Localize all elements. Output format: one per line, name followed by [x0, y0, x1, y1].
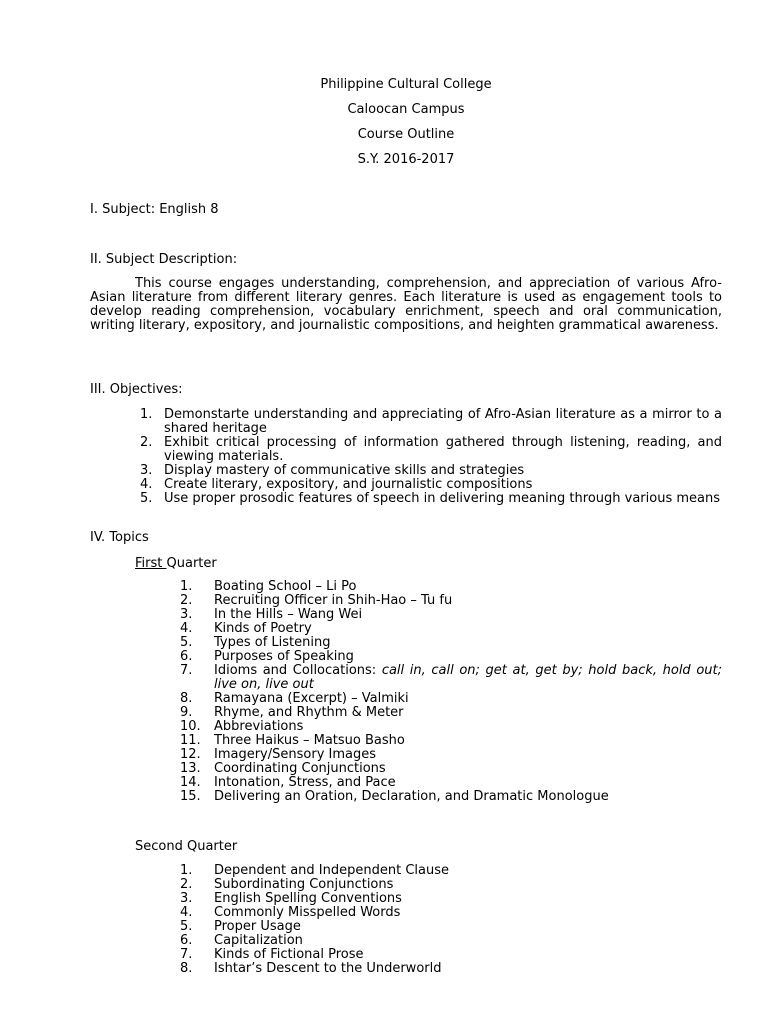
first-quarter-topic-item-text: Ramayana (Excerpt) – Valmiki — [214, 691, 409, 706]
objective-item-text: Exhibit critical processing of information gathered through listening, reading, and viewing materials. — [164, 435, 722, 464]
first-quarter-topic-item — [180, 734, 722, 748]
objective-item-text: Demonstarte understanding and appreciating of Afro-Asian literature as a mirror to a shared heritage — [164, 407, 722, 436]
first-quarter-topic-item-number: 10. — [180, 719, 201, 734]
second-quarter-topic-item — [180, 920, 722, 934]
first-quarter-topic-item-number: 2. — [180, 593, 193, 608]
first-quarter-topic-item — [180, 692, 722, 706]
second-quarter-topic-item — [180, 962, 722, 976]
second-quarter-topic-item-text: Commonly Misspelled Words — [214, 905, 401, 920]
objectives-heading: III. Objectives: — [90, 382, 183, 397]
objective-item-number: 3. — [140, 463, 153, 478]
first-quarter-topic-item-text: Delivering an Oration, Declaration, and Dramatic Monologue — [214, 789, 609, 804]
first-quarter-topic-item — [180, 650, 722, 664]
objective-item — [135, 436, 722, 464]
first-quarter-topic-item — [180, 636, 722, 650]
first-quarter-label — [135, 556, 217, 571]
school-year: S.Y. 2016-2017 — [357, 152, 455, 167]
school-name: Philippine Cultural College — [320, 77, 492, 92]
second-quarter-label: Second Quarter — [135, 839, 238, 854]
first-quarter-topic-item-text: Abbreviations — [214, 719, 304, 734]
first-quarter-topic-item-text: Rhyme, and Rhythm & Meter — [214, 705, 404, 720]
objective-item-number: 4. — [140, 477, 153, 492]
first-quarter-topic-item-text: Boating School – Li Po — [214, 579, 357, 594]
first-quarter-topic-item-number: 15. — [180, 789, 201, 804]
objective-item-text: Use proper prosodic features of speech in delivering meaning through various means — [164, 491, 720, 506]
second-quarter-topic-item — [180, 906, 722, 920]
first-quarter-topic-item-text: Imagery/Sensory Images — [214, 747, 377, 762]
first-quarter-topic-item-number: 4. — [180, 621, 193, 636]
objective-item — [135, 478, 722, 492]
subject-heading: I. Subject: English 8 — [90, 202, 219, 217]
second-quarter-topic-item-text: Capitalization — [214, 933, 303, 948]
first-quarter-topic-item-number: 13. — [180, 761, 201, 776]
first-quarter-topic-item-text: Kinds of Poetry — [214, 621, 312, 636]
first-quarter-topic-item — [180, 790, 722, 804]
second-quarter-topic-item-number: 6. — [180, 933, 193, 948]
objective-item-text: Display mastery of communicative skills and strategies — [164, 463, 525, 478]
first-quarter-topic-item-text: Intonation, Stress, and Pace — [214, 775, 396, 790]
first-quarter-label-underlined: First — [135, 556, 167, 571]
second-quarter-topic-item — [180, 948, 722, 962]
first-quarter-topic-item-text: Purposes of Speaking — [214, 649, 354, 664]
first-quarter-topic-item — [180, 594, 722, 608]
objective-item-text: Create literary, expository, and journalistic compositions — [164, 477, 533, 492]
first-quarter-topic-item-number: 9. — [180, 705, 193, 720]
first-quarter-topic-item — [180, 608, 722, 622]
objective-item-number: 1. — [140, 407, 153, 422]
description-paragraph — [90, 277, 722, 333]
second-quarter-topic-item-number: 4. — [180, 905, 193, 920]
first-quarter-list — [180, 580, 722, 804]
description-heading: II. Subject Description: — [90, 252, 238, 267]
first-quarter-topic-item-italic-text: call in, call on; get at, get by; hold back, hold out; live on, live out — [214, 663, 722, 692]
first-quarter-topic-item-text: Recruiting Officer in Shih-Hao – Tu fu — [214, 593, 453, 608]
objective-item — [135, 492, 722, 506]
first-quarter-topic-item-number: 14. — [180, 775, 201, 790]
description-text: This course engages understanding, comprehension, and appreciation of various Afro-Asian literature from different literary genres. Each literature is used as engagement tools to develop reading comprehension, vocabulary enrichment, speech and oral communication, writing literary, expository, and journalistic compositions, and heighten grammatical awareness. — [90, 276, 722, 333]
first-quarter-topic-item-number: 3. — [180, 607, 193, 622]
first-quarter-topic-item-number: 7. — [180, 663, 193, 678]
first-quarter-topic-item-text: Types of Listening — [214, 635, 331, 650]
second-quarter-topic-item-text: Kinds of Fictional Prose — [214, 947, 364, 962]
first-quarter-topic-item — [180, 720, 722, 734]
second-quarter-topic-item-number: 1. — [180, 863, 193, 878]
first-quarter-topic-item-text: Coordinating Conjunctions — [214, 761, 386, 776]
second-quarter-topic-item-number: 2. — [180, 877, 193, 892]
first-quarter-topic-item — [180, 762, 722, 776]
objective-item — [135, 408, 722, 436]
first-quarter-topic-item — [180, 580, 722, 594]
first-quarter-topic-item — [180, 664, 722, 692]
first-quarter-topic-item-text: In the Hills – Wang Wei — [214, 607, 363, 622]
first-quarter-topic-item — [180, 748, 722, 762]
first-quarter-topic-item-number: 8. — [180, 691, 193, 706]
second-quarter-topic-item-text: Subordinating Conjunctions — [214, 877, 394, 892]
second-quarter-topic-item — [180, 892, 722, 906]
document-title: Course Outline — [357, 127, 455, 142]
first-quarter-topic-item-number: 5. — [180, 635, 193, 650]
topics-heading: IV. Topics — [90, 530, 149, 545]
second-quarter-topic-item — [180, 878, 722, 892]
objective-item-number: 2. — [140, 435, 153, 450]
objectives-list — [135, 408, 722, 506]
second-quarter-topic-item-text: English Spelling Conventions — [214, 891, 402, 906]
second-quarter-topic-item — [180, 934, 722, 948]
first-quarter-topic-item-number: 1. — [180, 579, 193, 594]
first-quarter-topic-item-number: 11. — [180, 733, 201, 748]
second-quarter-topic-item-text: Dependent and Independent Clause — [214, 863, 450, 878]
first-quarter-topic-item-number: 12. — [180, 747, 201, 762]
second-quarter-topic-item-number: 5. — [180, 919, 193, 934]
second-quarter-topic-item-number: 3. — [180, 891, 193, 906]
second-quarter-topic-item-text: Proper Usage — [214, 919, 301, 934]
second-quarter-topic-item-text: Ishtar’s Descent to the Underworld — [214, 961, 442, 976]
objective-item-number: 5. — [140, 491, 153, 506]
first-quarter-topic-item — [180, 706, 722, 720]
second-quarter-list — [180, 864, 722, 976]
first-quarter-topic-item — [180, 622, 722, 636]
campus-name: Caloocan Campus — [347, 102, 465, 117]
objective-item — [135, 464, 722, 478]
second-quarter-topic-item-number: 7. — [180, 947, 193, 962]
first-quarter-topic-item — [180, 776, 722, 790]
first-quarter-label-rest: Quarter — [166, 556, 217, 571]
first-quarter-topic-item-text: Three Haikus – Matsuo Basho — [214, 733, 405, 748]
second-quarter-topic-item — [180, 864, 722, 878]
second-quarter-topic-item-number: 8. — [180, 961, 193, 976]
first-quarter-topic-item-number: 6. — [180, 649, 193, 664]
first-quarter-topic-item-text: Idioms and Collocations: — [214, 663, 382, 678]
